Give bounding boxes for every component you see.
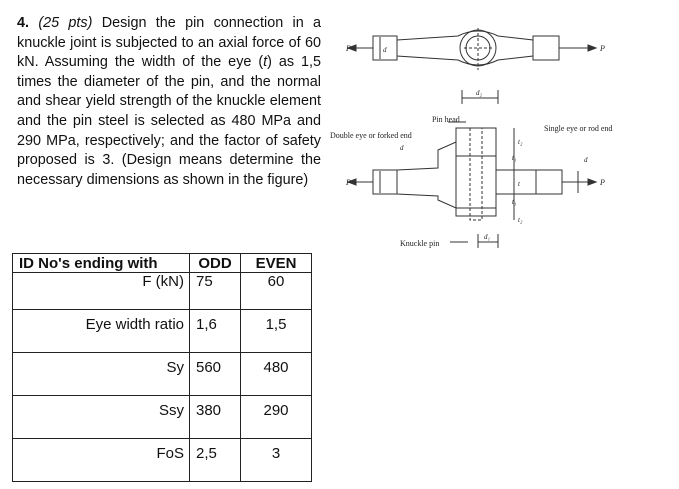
header-odd: ODD <box>190 254 241 273</box>
label-single-eye: Single eye or rod end <box>544 124 613 133</box>
arrowhead-right-top <box>588 45 596 51</box>
label-t: t <box>518 180 520 188</box>
table-row <box>13 310 312 353</box>
row-label: Ssy <box>13 396 190 439</box>
single-eye-rod <box>496 170 536 194</box>
knuckle-joint-figure <box>328 10 676 262</box>
problem-points: (25 pts) <box>38 15 93 31</box>
left-rod-bot <box>373 170 397 194</box>
label-d2: d₂ <box>476 89 482 97</box>
knuckle-pin-body <box>470 128 482 220</box>
label-p-right-top: P <box>600 44 605 53</box>
header-id-ending: ID No's ending with <box>13 254 190 273</box>
label-d1: d₁ <box>484 233 490 241</box>
row-odd-value: 560 <box>190 353 241 396</box>
row-label: F (kN) <box>13 273 190 310</box>
right-rod-top <box>533 36 559 60</box>
label-t2-top: t₂ <box>518 138 523 146</box>
label-double-eye: Double eye or forked end <box>330 131 412 140</box>
label-d-top: d <box>383 46 387 54</box>
label-d-left: d <box>400 144 404 152</box>
label-t2-bot: t₂ <box>518 216 523 224</box>
bottom-view-drawing <box>348 122 596 248</box>
arrowhead-right-bot <box>588 179 596 185</box>
row-odd-value: 380 <box>190 396 241 439</box>
problem-number: 4. <box>17 15 30 31</box>
top-view-drawing <box>348 28 596 104</box>
label-p-left-bot: P <box>346 178 351 187</box>
row-odd-value: 75 <box>190 273 241 310</box>
table-row <box>13 439 312 482</box>
problem-statement <box>17 14 321 190</box>
row-even-value: 480 <box>241 353 312 396</box>
label-d-right: d <box>584 156 588 164</box>
forked-end-bot <box>397 142 456 208</box>
row-label: Sy <box>13 353 190 396</box>
problem-text-part2: ) as 1,5 times the diameter of the pin, and the normal and shear yield strength of the knuckle element and the pin steel is selected as 480 MPa and 290 MPa, respectively; and the factor of safety proposed is 3. (Design means determine the necessary dimensions as shown in the figure) <box>17 54 321 188</box>
label-t1-bot: t₁ <box>512 198 517 206</box>
table-row <box>13 273 312 310</box>
label-knuckle-pin: Knuckle pin <box>400 239 440 248</box>
label-pin-head: Pin head <box>432 115 460 124</box>
problem-var-t: t <box>263 54 268 71</box>
row-label: FoS <box>13 439 190 482</box>
label-p-right-bot: P <box>600 178 605 187</box>
table-row <box>13 353 312 396</box>
row-odd-value: 1,6 <box>190 310 241 353</box>
eye-section <box>456 128 496 216</box>
problem-text-part1: Design the pin connection in a knuckle joint is subjected to an axial force of 60 kN. Assuming the width of the eye ( <box>17 15 321 71</box>
row-even-value: 3 <box>241 439 312 482</box>
header-even: EVEN <box>241 254 312 273</box>
row-even-value: 60 <box>241 273 312 310</box>
label-t1-top: t₁ <box>512 154 517 162</box>
table-header-row <box>13 254 312 273</box>
label-p-left-top: P <box>346 44 351 53</box>
row-even-value: 290 <box>241 396 312 439</box>
parameters-table <box>12 253 312 482</box>
right-rod-bot <box>536 170 562 194</box>
table-row <box>13 396 312 439</box>
row-odd-value: 2,5 <box>190 439 241 482</box>
knuckle-joint-drawing <box>328 10 676 262</box>
row-even-value: 1,5 <box>241 310 312 353</box>
row-label: Eye width ratio <box>13 310 190 353</box>
